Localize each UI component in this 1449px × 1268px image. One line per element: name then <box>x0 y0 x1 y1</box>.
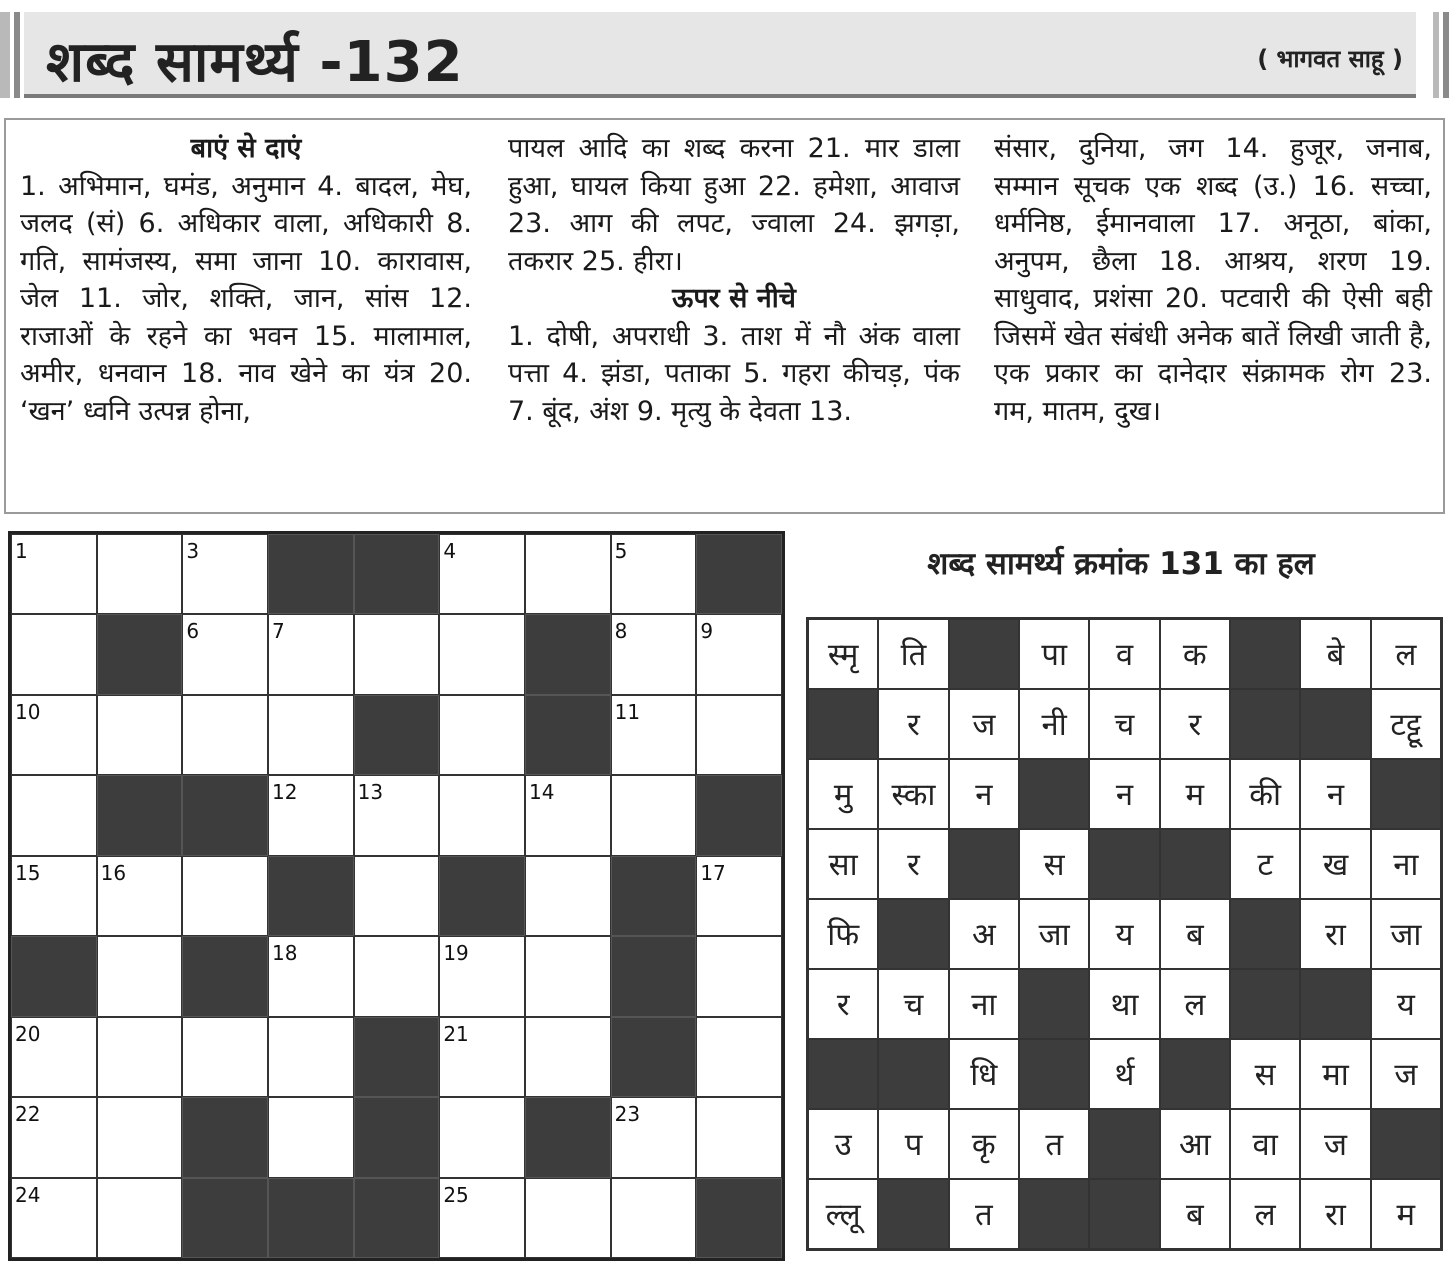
grid-cell[interactable] <box>611 775 697 855</box>
clue-number: 5 <box>614 539 628 563</box>
solution-black-cell <box>1230 899 1300 969</box>
clue-number: 6 <box>186 619 200 644</box>
solution-cell: ना <box>949 969 1019 1039</box>
solution-cell: ज <box>949 689 1019 759</box>
clues-column-2 <box>508 130 960 430</box>
grid-cell[interactable] <box>611 1097 697 1177</box>
grid-cell[interactable] <box>11 856 97 936</box>
grid-cell[interactable] <box>354 614 440 694</box>
solution-cell: टट्टू <box>1371 689 1441 759</box>
grid-black-cell <box>525 1097 611 1177</box>
clues-column-1 <box>20 130 472 430</box>
solution-cell: स <box>1230 1039 1300 1109</box>
grid-black-cell <box>182 1097 268 1177</box>
solution-cell: ज <box>1371 1039 1441 1109</box>
grid-black-cell <box>611 856 697 936</box>
clue-number: 15 <box>15 860 41 885</box>
grid-cell[interactable] <box>439 1097 525 1177</box>
header-right-bar-inner <box>1433 12 1439 98</box>
clue-number: 7 <box>271 619 285 644</box>
grid-cell[interactable] <box>439 936 525 1016</box>
author-credit: ( भागवत साहू ) <box>1257 45 1403 73</box>
solution-cell: र <box>878 689 948 759</box>
solution-black-cell <box>1230 689 1300 759</box>
solution-cell: ल्लू <box>808 1179 878 1249</box>
grid-cell[interactable] <box>97 1097 183 1177</box>
solution-cell: फि <box>808 899 878 969</box>
solution-cell: ल <box>1160 969 1230 1039</box>
solution-black-cell <box>1230 969 1300 1039</box>
solution-cell: न <box>949 759 1019 829</box>
grid-cell[interactable] <box>97 1017 183 1097</box>
solution-cell: धि <box>949 1039 1019 1109</box>
page-title: शब्द सामर्थ्य -132 <box>46 30 464 95</box>
solution-cell: वा <box>1230 1109 1300 1179</box>
solution-cell: ख <box>1300 829 1370 899</box>
solution-cell: न <box>1089 759 1159 829</box>
grid-cell[interactable] <box>11 614 97 694</box>
grid-cell[interactable] <box>611 1178 697 1258</box>
grid-cell[interactable] <box>268 936 354 1016</box>
solution-cell: म <box>1160 759 1230 829</box>
grid-black-cell <box>268 1178 354 1258</box>
solution-cell: र्थ <box>1089 1039 1159 1109</box>
grid-black-cell <box>97 614 183 694</box>
solution-cell: म <box>1371 1179 1441 1249</box>
grid-cell[interactable] <box>439 534 525 614</box>
grid-black-cell <box>354 1178 440 1258</box>
solution-cell: कृ <box>949 1109 1019 1179</box>
grid-cell[interactable] <box>696 856 782 936</box>
clue-number: 4 <box>443 539 457 563</box>
grid-black-cell <box>611 936 697 1016</box>
grid-cell[interactable] <box>182 614 268 694</box>
grid-cell[interactable] <box>696 695 782 775</box>
clue-number: 25 <box>443 1182 469 1207</box>
solution-black-cell <box>1230 619 1300 689</box>
solution-black-cell <box>808 689 878 759</box>
solution-black-cell <box>1089 1109 1159 1179</box>
solution-cell: च <box>878 969 948 1039</box>
solution-black-cell <box>878 899 948 969</box>
grid-cell[interactable] <box>696 614 782 694</box>
solution-black-cell <box>878 1179 948 1249</box>
clue-number: 12 <box>271 780 298 805</box>
solution-black-cell <box>1300 689 1370 759</box>
solution-cell: मा <box>1300 1039 1370 1109</box>
clue-number: 18 <box>271 941 298 966</box>
grid-cell[interactable] <box>354 856 440 936</box>
grid-black-cell <box>696 775 782 855</box>
grid-black-cell <box>354 695 440 775</box>
solution-grid <box>806 617 1443 1251</box>
header-left-bar-inner <box>14 12 20 98</box>
across-heading: बाएं से दाएं <box>190 133 302 164</box>
solution-cell: त <box>1019 1109 1089 1179</box>
grid-cell[interactable] <box>182 1017 268 1097</box>
solution-cell: स्मृ <box>808 619 878 689</box>
solution-black-cell <box>1019 969 1089 1039</box>
solution-cell: जा <box>1371 899 1441 969</box>
grid-cell[interactable] <box>439 1017 525 1097</box>
clue-number: 20 <box>15 1021 41 1046</box>
grid-cell[interactable] <box>611 534 697 614</box>
clue-number: 8 <box>614 619 628 644</box>
clue-number: 14 <box>528 780 555 805</box>
grid-black-cell <box>439 856 525 936</box>
solution-cell: व <box>1089 619 1159 689</box>
solution-cell: सा <box>808 829 878 899</box>
solution-cell: मु <box>808 759 878 829</box>
grid-cell[interactable] <box>11 775 97 855</box>
solution-cell: पा <box>1019 619 1089 689</box>
clues-box <box>4 118 1445 514</box>
clues-column-3 <box>994 130 1432 430</box>
grid-cell[interactable] <box>696 1017 782 1097</box>
grid-black-cell <box>696 534 782 614</box>
solution-cell: था <box>1089 969 1159 1039</box>
grid-cell[interactable] <box>11 1017 97 1097</box>
grid-cell[interactable] <box>525 936 611 1016</box>
grid-cell[interactable] <box>439 1178 525 1258</box>
solution-cell: न <box>1300 759 1370 829</box>
grid-cell[interactable] <box>11 534 97 614</box>
clue-number: 17 <box>700 860 726 885</box>
solution-cell: र <box>808 969 878 1039</box>
grid-black-cell <box>525 695 611 775</box>
across-clues-part-2: पायल आदि का शब्द करना 21. मार डाला हुआ, घायल किया हुआ 22. हमेशा, आवाज 23. आग की लपट, ज्वाला 24. झगड़ा, तकरार 25. हीरा। <box>508 133 960 277</box>
solution-black-cell <box>808 1039 878 1109</box>
grid-cell[interactable] <box>182 856 268 936</box>
solution-cell: क <box>1160 619 1230 689</box>
across-clues-part-1: 1. अभिमान, घमंड, अनुमान 4. बादल, मेघ, जलद (सं) 6. अधिकार वाला, अधिकारी 8. गति, सामंजस्य, समा जाना 10. कारावास, जेल 11. जोर, शक्ति, जान, सांस 12. राजाओं के रहने का भवन 15. मालामाल, अमीर, धनवान 18. नाव खेने का यंत्र 20. ‘खन’ ध्वनि उत्पन्न होना, <box>20 170 472 427</box>
grid-cell[interactable] <box>354 775 440 855</box>
grid-black-cell <box>182 775 268 855</box>
grid-black-cell <box>97 775 183 855</box>
solution-cell: स्का <box>878 759 948 829</box>
solution-cell: य <box>1089 899 1159 969</box>
clue-number: 1 <box>15 539 28 563</box>
solution-black-cell <box>1089 829 1159 899</box>
grid-black-cell <box>182 936 268 1016</box>
down-heading: ऊपर से नीचे <box>672 283 796 314</box>
solution-cell: स <box>1019 829 1089 899</box>
grid-cell[interactable] <box>11 695 97 775</box>
solution-black-cell <box>878 1039 948 1109</box>
solution-black-cell <box>1019 1039 1089 1109</box>
clue-number: 24 <box>15 1182 41 1207</box>
grid-cell[interactable] <box>182 695 268 775</box>
clue-number: 21 <box>443 1021 469 1046</box>
clue-number: 9 <box>700 619 714 644</box>
solution-black-cell <box>1019 1179 1089 1249</box>
header-right-bar <box>1443 12 1449 98</box>
grid-cell[interactable] <box>11 1178 97 1258</box>
solution-cell: ट <box>1230 829 1300 899</box>
solution-cell: य <box>1371 969 1441 1039</box>
clue-number: 3 <box>186 539 200 563</box>
grid-cell[interactable] <box>696 1097 782 1177</box>
grid-black-cell <box>696 1178 782 1258</box>
grid-cell[interactable] <box>439 775 525 855</box>
solution-cell: ल <box>1230 1179 1300 1249</box>
solution-cell: त <box>949 1179 1019 1249</box>
clue-number: 23 <box>614 1102 641 1127</box>
grid-cell[interactable] <box>97 936 183 1016</box>
solution-cell: रा <box>1300 899 1370 969</box>
grid-cell[interactable] <box>525 856 611 936</box>
grid-black-cell <box>354 1097 440 1177</box>
grid-cell[interactable] <box>525 775 611 855</box>
solution-cell: बे <box>1300 619 1370 689</box>
solution-cell: ज <box>1300 1109 1370 1179</box>
grid-cell[interactable] <box>611 614 697 694</box>
grid-cell[interactable] <box>354 936 440 1016</box>
solution-black-cell <box>1371 759 1441 829</box>
solution-cell: र <box>878 829 948 899</box>
solution-cell: ल <box>1371 619 1441 689</box>
grid-cell[interactable] <box>97 856 183 936</box>
grid-cell[interactable] <box>268 614 354 694</box>
solution-black-cell <box>1019 759 1089 829</box>
down-clues-part-1: 1. दोषी, अपराधी 3. ताश में नौ अंक वाला पत्ता 4. झंडा, पताका 5. गहरा कीचड़, पंक 7. बूंद, अंश 9. मृत्यु के देवता 13. <box>508 320 960 427</box>
grid-cell[interactable] <box>11 1097 97 1177</box>
solution-cell: नी <box>1019 689 1089 759</box>
grid-cell[interactable] <box>268 1097 354 1177</box>
clue-number: 10 <box>15 699 41 724</box>
solution-cell: प <box>878 1109 948 1179</box>
solution-cell: की <box>1230 759 1300 829</box>
grid-cell[interactable] <box>611 695 697 775</box>
grid-black-cell <box>11 936 97 1016</box>
grid-cell[interactable] <box>97 1178 183 1258</box>
solution-cell: अ <box>949 899 1019 969</box>
header-band <box>0 12 1449 98</box>
solution-cell: जा <box>1019 899 1089 969</box>
down-clues-part-2: संसार, दुनिया, जग 14. हुजूर, जनाब, सम्मान सूचक एक शब्द (उ.) 16. सच्चा, धर्मनिष्ठ, ईमानवाला 17. अनूठा, बांका, अनुपम, छैला 18. आश्रय, शरण 19. साधुवाद, प्रशंसा 20. पटवारी की ऐसी बही जिसमें खेत संबंधी अनेक बातें लिखी जाती है, एक प्रकार का दानेदार संक्रामक रोग 23. गम, मातम, दुख। <box>994 133 1432 427</box>
grid-cell[interactable] <box>525 534 611 614</box>
clue-number: 22 <box>15 1102 41 1127</box>
solution-black-cell <box>949 829 1019 899</box>
solution-black-cell <box>949 619 1019 689</box>
solution-cell: उ <box>808 1109 878 1179</box>
solution-black-cell <box>1371 1109 1441 1179</box>
clue-number: 16 <box>100 860 127 885</box>
grid-black-cell <box>268 534 354 614</box>
grid-black-cell <box>611 1017 697 1097</box>
grid-cell[interactable] <box>439 614 525 694</box>
solution-cell: रा <box>1300 1179 1370 1249</box>
solution-cell: ब <box>1160 1179 1230 1249</box>
grid-cell[interactable] <box>268 1017 354 1097</box>
solution-cell: ब <box>1160 899 1230 969</box>
grid-cell[interactable] <box>696 936 782 1016</box>
solution-cell: ना <box>1371 829 1441 899</box>
crossword-grid <box>8 531 785 1261</box>
solution-black-cell <box>1160 829 1230 899</box>
solution-cell: च <box>1089 689 1159 759</box>
grid-cell[interactable] <box>439 695 525 775</box>
grid-cell[interactable] <box>525 1178 611 1258</box>
grid-black-cell <box>525 614 611 694</box>
grid-black-cell <box>354 534 440 614</box>
solution-black-cell <box>1089 1179 1159 1249</box>
grid-cell[interactable] <box>97 534 183 614</box>
clue-number: 19 <box>443 941 469 966</box>
grid-cell[interactable] <box>182 534 268 614</box>
grid-black-cell <box>268 856 354 936</box>
grid-cell[interactable] <box>97 695 183 775</box>
solution-title: शब्द सामर्थ्य क्रमांक 131 का हल <box>927 546 1315 582</box>
grid-cell[interactable] <box>525 1017 611 1097</box>
clue-number: 13 <box>357 780 384 805</box>
solution-cell: र <box>1160 689 1230 759</box>
solution-black-cell <box>1300 969 1370 1039</box>
grid-black-cell <box>354 1017 440 1097</box>
header-left-bar <box>0 12 10 98</box>
solution-black-cell <box>1160 1039 1230 1109</box>
solution-cell: आ <box>1160 1109 1230 1179</box>
grid-cell[interactable] <box>268 695 354 775</box>
clue-number: 11 <box>614 699 641 724</box>
grid-black-cell <box>182 1178 268 1258</box>
grid-cell[interactable] <box>268 775 354 855</box>
solution-cell: ति <box>878 619 948 689</box>
